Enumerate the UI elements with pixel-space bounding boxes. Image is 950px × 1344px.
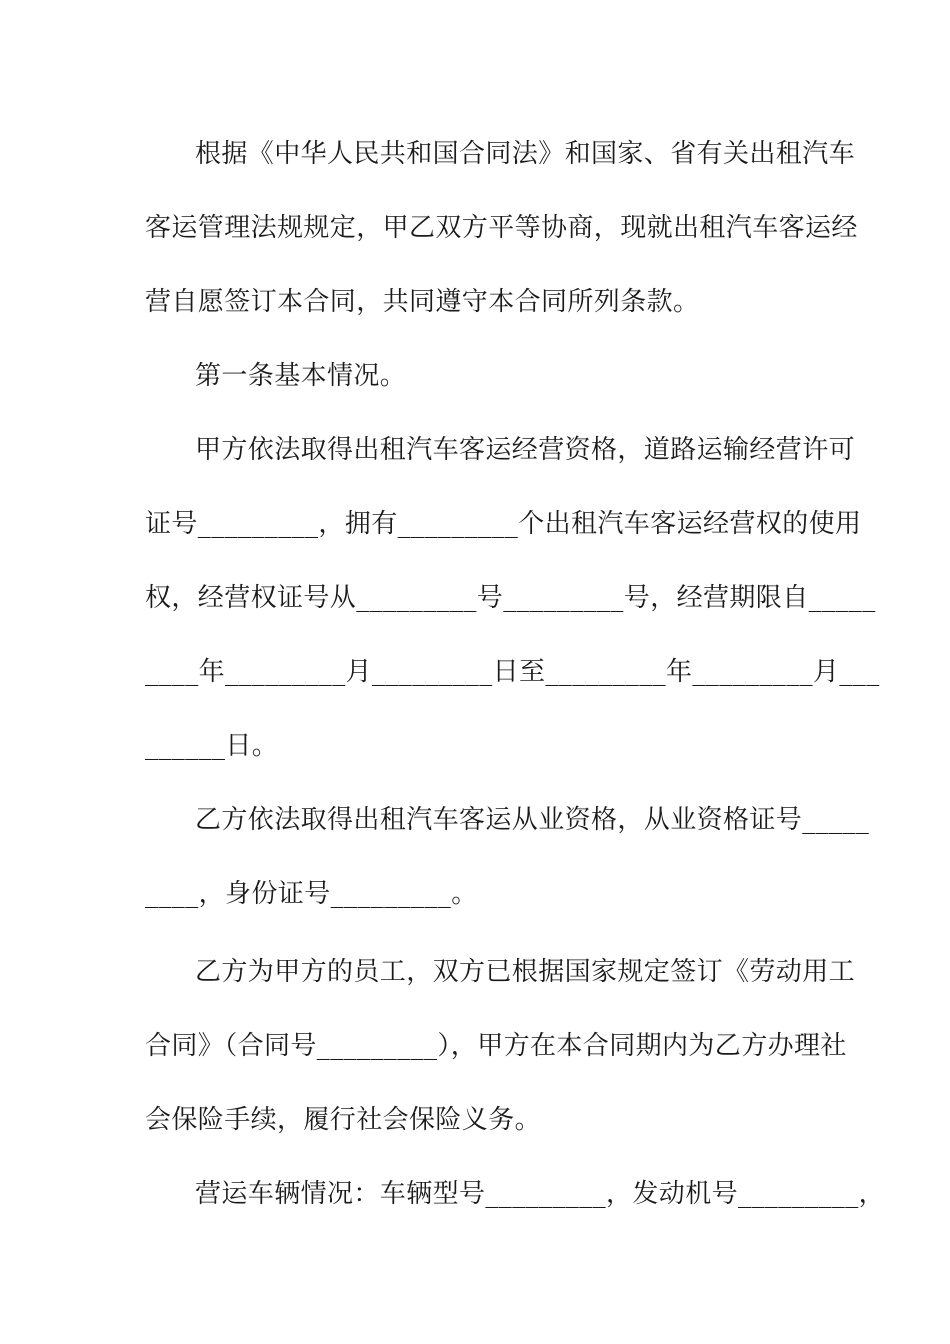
- paragraph-2-line-4: ____年_________月_________日至_________年_________月___: [145, 657, 880, 687]
- paragraph-5-line-1: 营运车辆情况：车辆型号_________，发动机号_________，: [195, 1179, 886, 1209]
- paragraph-2-line-2: 证号_________，拥有_________个出租汽车客运经营权的使用: [145, 509, 862, 539]
- paragraph-2-line-5: ______日。: [145, 731, 279, 761]
- paragraph-4-line-3: 会保险手续，履行社会保险义务。: [145, 1105, 542, 1135]
- paragraph-4-line-2: 合同》（合同号_________），甲方在本合同期内为乙方办理社: [145, 1031, 847, 1061]
- paragraph-1-line-1: 根据《中华人民共和国合同法》和国家、省有关出租汽车: [195, 139, 856, 169]
- paragraph-2-line-1: 甲方依法取得出租汽车客运经营资格，道路运输经营许可: [195, 435, 856, 465]
- paragraph-1-line-3: 营自愿签订本合同，共同遵守本合同所列条款。: [145, 287, 700, 317]
- paragraph-3-line-1: 乙方依法取得出租汽车客运从业资格，从业资格证号_____: [195, 805, 870, 835]
- section-heading-article-1: 第一条基本情况。: [195, 361, 407, 391]
- paragraph-1-line-2: 客运管理法规规定，甲乙双方平等协商，现就出租汽车客运经: [145, 213, 858, 243]
- paragraph-4-line-1: 乙方为甲方的员工，双方已根据国家规定签订《劳动用工: [195, 957, 856, 987]
- paragraph-2-line-3: 权，经营权证号从_________号_________号，经营期限自_____: [145, 583, 876, 613]
- paragraph-3-line-2: ____，身份证号_________。: [145, 879, 478, 909]
